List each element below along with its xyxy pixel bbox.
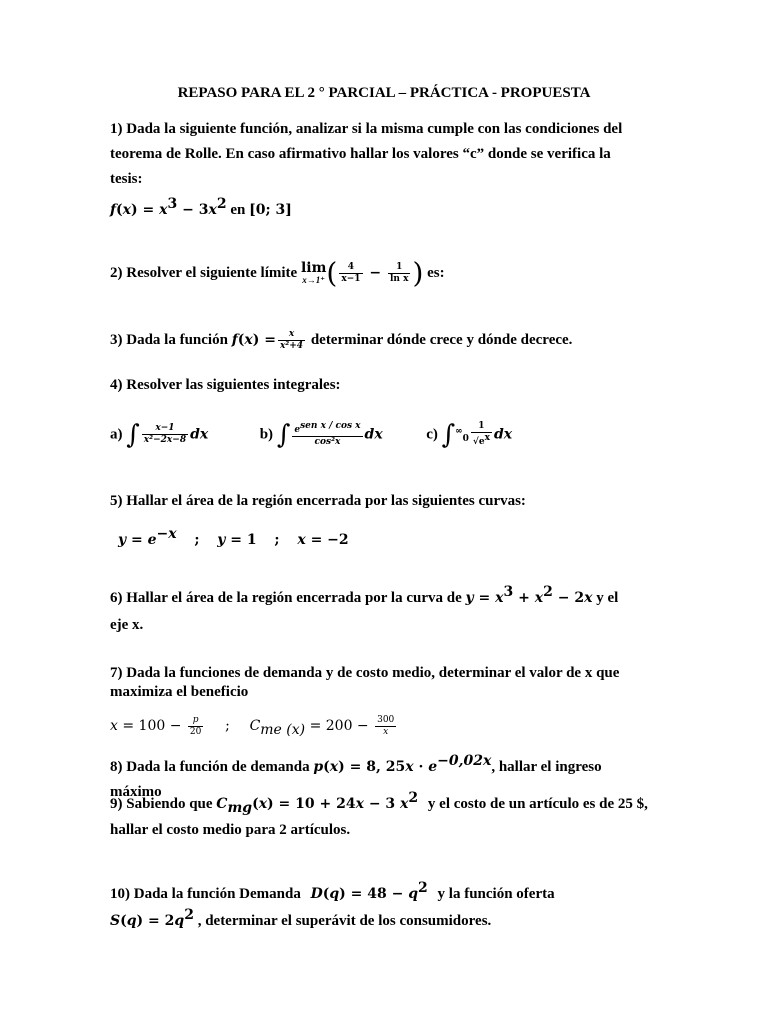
question-3: 3) Dada la función f(x) = $\frac{x}{\text{x²+4}}$ determinar dónde crece y dónde decrece. — [110, 329, 573, 352]
q7-line-1: 7) Dada la funciones de demanda y de costo medio, determinar el valor de x que — [110, 665, 620, 681]
q8-text: 8) Dada la función de demanda — [110, 759, 310, 775]
q6-text: 6) Hallar el área de la región encerrada por la curva de — [110, 590, 462, 606]
question-7 — [110, 664, 650, 744]
q5-text: 5) Hallar el área de la región encerrada por las siguientes curvas: — [110, 493, 526, 509]
q5-curves: $y = e^{-x}$ ; y = 1 ; x = −2 — [118, 526, 349, 548]
q7-line-2: maximiza el beneficio — [110, 684, 249, 700]
q1-line-2: teorema de Rolle. En caso afirmativo hallar los valores “c” donde se verifica la — [110, 146, 611, 162]
q4-a: a) — [110, 426, 123, 443]
q8-end: , hallar el ingreso máximo — [110, 759, 602, 800]
q1-line-3: tesis: — [110, 171, 143, 187]
question-5 — [110, 489, 650, 553]
limit-symbol: lim x→1⁺ — [300, 259, 327, 285]
question-6: 6) Hallar el área de la región encerrada por la curva de $y = x^3 + x^2 - 2x$ y el eje x. — [110, 579, 650, 639]
question-1 — [110, 117, 650, 223]
q10-mid: y la función oferta — [437, 886, 555, 902]
q9-text: 9) Sabiendo que — [110, 796, 213, 812]
q1-formula: $f(x) = x^3 - 3x^2$ en [0; 3] — [110, 196, 292, 218]
q9-line-2: hallar el costo medio para 2 artículos. — [110, 822, 351, 838]
q6-end: y el — [596, 590, 619, 606]
q1-line-1: 1) Dada la siguiente función, analizar si la misma cumple con las condiciones del — [110, 121, 623, 137]
page-title: REPASO PARA EL 2 ° PARCIAL – PRÁCTICA - PROPUESTA — [177, 85, 591, 101]
q9-end: y el costo de un artículo es de 25 $, — [427, 796, 648, 812]
question-4-title: 4) Resolver las siguientes integrales: — [110, 377, 341, 393]
q10-end: , determinar el superávit de los consumidores. — [197, 913, 492, 929]
q3-end: determinar dónde crece y dónde decrece. — [310, 332, 573, 348]
q7-formulas: x = 100 − $\frac{p}{20}$ ; $C_{me (x)} = 200$ − $\frac{300}{x}$ — [110, 715, 395, 738]
q4-b: b) — [259, 426, 274, 443]
question-9: 9) Sabiendo que $C_{mg}(x) = 10 + 24x - 3$ $x^2$ y el costo de un artículo es de 25 $, hallar el costo medio para 2 artículos. — [110, 787, 650, 841]
q3-text: 3) Dada la función — [110, 332, 228, 348]
q10-text: 10) Dada la función Demanda — [110, 886, 301, 902]
question-10: 10) Dada la función Demanda $D(q) = 48 - q^2$ y la función oferta $S(q) = 2q^2$ , determinar el superávit de los consumidores. — [110, 880, 555, 929]
q2-text: 2) Resolver el siguiente límite — [110, 265, 298, 281]
question-2: 2) Resolver el siguiente límite lim x→1⁺ ( $\frac{4}{x-1}$ − $\frac{1}{\text{ln x}}$ ) es: — [110, 256, 445, 290]
q1-interval-text: en — [230, 202, 246, 218]
q2-end: es: — [427, 265, 445, 281]
q6-line-2: eje x. — [110, 617, 144, 633]
question-8: 8) Dada la función de demanda p(x) = 8, $25x \cdot e^{-0,02x}$, hallar el ingreso máximo — [110, 753, 602, 800]
q4-c: c) — [426, 426, 438, 443]
question-4-integrals: a) ∫ $\frac{x-1}{\text{x²−2x−8}}$ dx b) ∫ $\frac{e^{sen x / cos x}}{\text{cos²x}}$ dx c) $\int^\infty_0$ $\frac{1}{√e^x}$ dx — [110, 419, 513, 450]
